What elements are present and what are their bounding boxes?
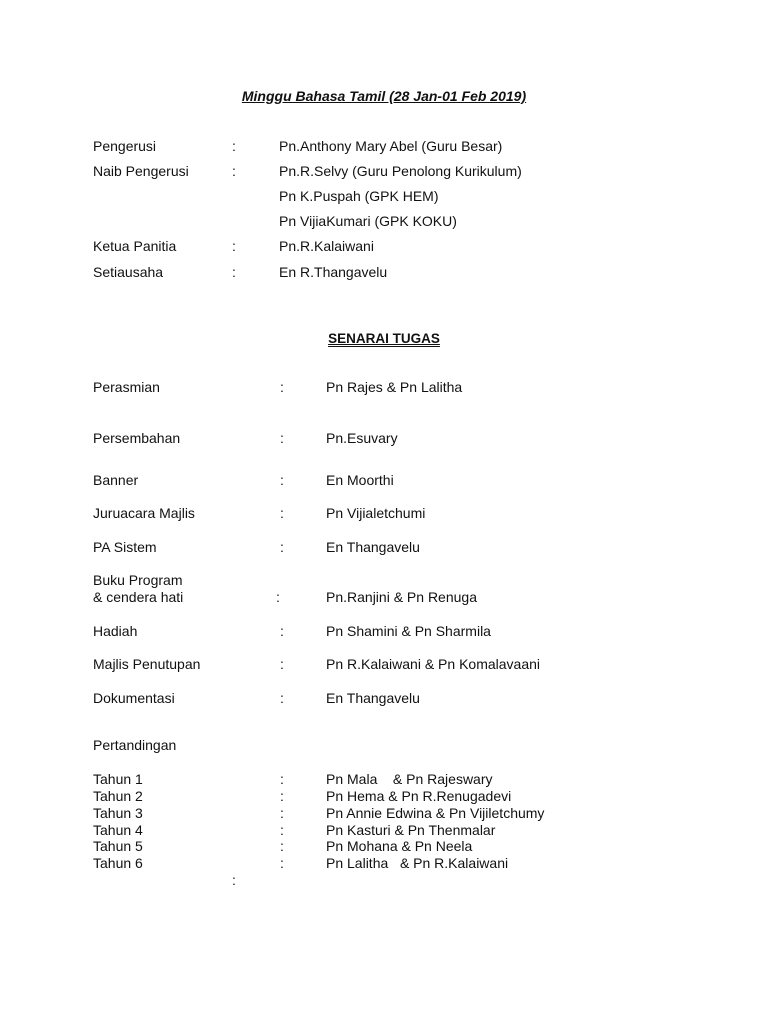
task-value: En Thangavelu [326, 539, 420, 555]
task-colon: : [276, 589, 280, 605]
task-colon: : [280, 430, 284, 446]
task-value: Pn.Ranjini & Pn Renuga [326, 589, 477, 605]
task-label: Perasmian [93, 379, 160, 395]
committee-label-ketua-panitia: Ketua Panitia [93, 238, 177, 254]
task-label: PA Sistem [93, 539, 157, 555]
task-label-line2: & cendera hati [93, 589, 184, 605]
tahun-label: Tahun 6 [93, 855, 143, 871]
committee-value-ketua-panitia: Pn.R.Kalaiwani [279, 238, 374, 254]
committee-value-naib-pengerusi-2: Pn K.Puspah (GPK HEM) [279, 188, 439, 204]
tahun-value: Pn Lalitha & Pn R.Kalaiwani [326, 855, 509, 871]
committee-value-pengerusi: Pn.Anthony Mary Abel (Guru Besar) [279, 138, 503, 154]
task-value: Pn Shamini & Pn Sharmila [326, 623, 491, 639]
task-label: Dokumentasi [93, 690, 175, 706]
task-label: Banner [93, 472, 139, 488]
committee-label-pengerusi: Pengerusi [93, 138, 157, 154]
document-title: Minggu Bahasa Tamil (28 Jan-01 Feb 2019) [241, 88, 527, 104]
tahun-label: Tahun 1 [93, 771, 143, 787]
task-label: Buku Program [93, 572, 183, 588]
task-label: Juruacara Majlis [93, 505, 195, 521]
tahun-value: Pn Mala & Pn Rajeswary [326, 771, 493, 787]
committee-value-naib-pengerusi-3: Pn VijiaKumari (GPK KOKU) [279, 213, 457, 229]
committee-colon: : [232, 138, 236, 154]
trailing-colon: : [232, 872, 236, 888]
task-colon: : [280, 472, 284, 488]
committee-colon: : [232, 163, 236, 179]
tahun-label: Tahun 2 [93, 788, 143, 804]
committee-colon: : [232, 238, 236, 254]
tahun-colon: : [280, 805, 284, 821]
task-colon: : [280, 690, 284, 706]
tahun-colon: : [280, 822, 284, 838]
task-value: En Moorthi [326, 472, 394, 488]
task-value: Pn.Esuvary [326, 430, 398, 446]
tahun-value: Pn Hema & Pn R.Renugadevi [326, 788, 512, 804]
task-value: Pn R.Kalaiwani & Pn Komalavaani [326, 656, 541, 672]
tahun-colon: : [280, 788, 284, 804]
tahun-colon: : [280, 771, 284, 787]
committee-label-naib-pengerusi: Naib Pengerusi [93, 163, 189, 179]
committee-colon: : [232, 264, 236, 280]
committee-label-setiausaha: Setiausaha [93, 264, 164, 280]
task-value: En Thangavelu [326, 690, 420, 706]
task-label: Hadiah [93, 623, 138, 639]
tahun-label: Tahun 5 [93, 838, 143, 854]
task-value: Pn Rajes & Pn Lalitha [326, 379, 463, 395]
task-label: Majlis Penutupan [93, 656, 201, 672]
tahun-value: Pn Mohana & Pn Neela [326, 838, 473, 854]
task-colon: : [280, 656, 284, 672]
task-label: Persembahan [93, 430, 181, 446]
committee-value-naib-pengerusi-1: Pn.R.Selvy (Guru Penolong Kurikulum) [279, 163, 522, 179]
tahun-value: Pn Annie Edwina & Pn Vijiletchumy [326, 805, 545, 821]
task-colon: : [280, 379, 284, 395]
section-heading-senarai-tugas: SENARAI TUGAS [328, 331, 440, 346]
pertandingan-label: Pertandingan [93, 737, 177, 753]
committee-value-setiausaha: En R.Thangavelu [279, 264, 388, 280]
tahun-label: Tahun 4 [93, 822, 143, 838]
task-value: Pn Vijialetchumi [326, 505, 426, 521]
task-colon: : [280, 539, 284, 555]
tahun-colon: : [280, 838, 284, 854]
tahun-value: Pn Kasturi & Pn Thenmalar [326, 822, 496, 838]
task-colon: : [280, 505, 284, 521]
tahun-colon: : [280, 855, 284, 871]
tahun-label: Tahun 3 [93, 805, 143, 821]
task-colon: : [280, 623, 284, 639]
